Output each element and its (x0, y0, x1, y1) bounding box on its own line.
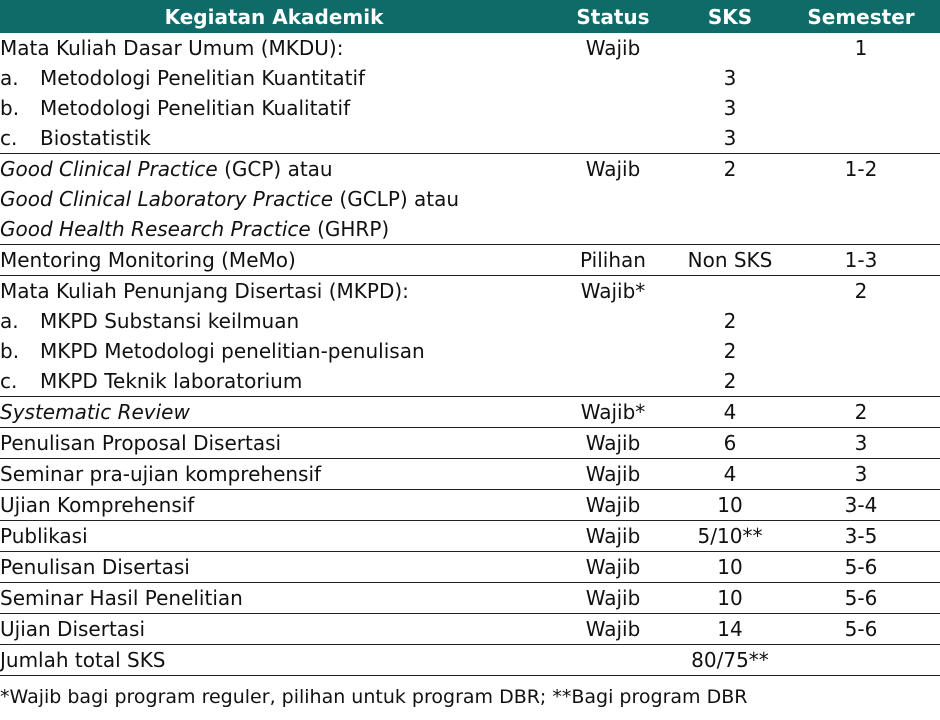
empty-cell (782, 123, 940, 154)
empty-cell (678, 214, 782, 245)
mkpd-item (0, 366, 548, 397)
memo-name: Mentoring Monitoring (MeMo) (0, 245, 548, 276)
table-row (0, 276, 940, 307)
systematic-review-sks: 4 (678, 397, 782, 428)
footnote: *Wajib bagi program reguler, pilihan untuk program DBR; **Bagi program DBR (0, 686, 748, 708)
item-name: Metodologi Penelitian Kuantitatif (40, 66, 366, 90)
empty-cell (548, 366, 678, 397)
table-header (0, 0, 940, 33)
table-row (0, 214, 940, 245)
row-name: Publikasi (0, 521, 548, 552)
gclp-italic: Good Clinical Laboratory Practice (0, 187, 334, 211)
gcp-status: Wajib (548, 154, 678, 185)
gcp-line-1 (0, 154, 548, 185)
empty-cell (678, 184, 782, 214)
empty-cell (782, 645, 940, 676)
table-row (0, 184, 940, 214)
gcp-semester: 1-2 (782, 154, 940, 185)
row-semester: 5-6 (782, 614, 940, 645)
header-sks: SKS (707, 4, 753, 29)
table-row (0, 123, 940, 154)
table-row (0, 428, 940, 459)
gcp-rest: (GCP) atau (217, 157, 333, 181)
mkdu-status: Wajib (585, 36, 641, 60)
empty-cell (548, 184, 678, 214)
item-name: Biostatistik (40, 126, 151, 150)
systematic-review-semester: 2 (782, 397, 940, 428)
total-row (0, 645, 940, 676)
mkpd-item (0, 306, 548, 336)
systematic-review-status: Wajib* (548, 397, 678, 428)
gcp-sks: 2 (678, 154, 782, 185)
row-sks: 10 (678, 583, 782, 614)
row-semester: 3-5 (782, 521, 940, 552)
row-semester: 3 (782, 459, 940, 490)
item-label: b. (0, 339, 20, 363)
header-status: Status (576, 4, 650, 29)
ghrp-italic: Good Health Research Practice (0, 217, 311, 241)
table-body (0, 33, 940, 676)
row-semester: 5-6 (782, 552, 940, 583)
mkpd-semester: 2 (782, 276, 940, 307)
item-sks: 2 (723, 369, 737, 393)
item-label: b. (0, 96, 20, 120)
row-status: Wajib (548, 552, 678, 583)
empty-cell (548, 123, 678, 154)
row-status: Wajib (548, 490, 678, 521)
mkdu-semester: 1 (854, 36, 868, 60)
table-row (0, 93, 940, 123)
item-name: MKPD Metodologi penelitian-penulisan (40, 339, 425, 363)
header-activity: Kegiatan Akademik (164, 4, 384, 29)
row-sks: 10 (678, 490, 782, 521)
row-name: Seminar Hasil Penelitian (0, 583, 548, 614)
empty-cell (782, 214, 940, 245)
item-label: c. (0, 126, 18, 150)
memo-sks: Non SKS (678, 245, 782, 276)
ghrp-rest: (GHRP) (310, 217, 390, 241)
table-row (0, 336, 940, 366)
item-sks: 3 (723, 96, 737, 120)
total-label: Jumlah total SKS (0, 645, 548, 676)
item-label: a. (0, 66, 19, 90)
ghrp-line (0, 214, 548, 245)
empty-cell (782, 366, 940, 397)
table-row (0, 490, 940, 521)
item-sks: 3 (723, 66, 737, 90)
table-row (0, 397, 940, 428)
row-name: Ujian Komprehensif (0, 490, 548, 521)
empty-cell (548, 93, 678, 123)
mkpd-status: Wajib* (548, 276, 678, 307)
gclp-line (0, 184, 548, 214)
empty-cell (548, 645, 678, 676)
mkdu-item (0, 63, 548, 93)
gclp-rest: (GCLP) atau (333, 187, 460, 211)
mkpd-sks (678, 276, 782, 307)
item-label: c. (0, 369, 18, 393)
empty-cell (548, 214, 678, 245)
table-row (0, 614, 940, 645)
table-row (0, 552, 940, 583)
row-sks: 4 (678, 459, 782, 490)
item-label: a. (0, 309, 19, 333)
systematic-review-name: Systematic Review (0, 397, 548, 428)
mkpd-name: Mata Kuliah Penunjang Disertasi (MKPD): (0, 276, 548, 307)
memo-semester: 1-3 (782, 245, 940, 276)
table-row (0, 154, 940, 185)
table-row (0, 245, 940, 276)
mkpd-item (0, 336, 548, 366)
total-sks: 80/75** (678, 645, 782, 676)
table-row (0, 459, 940, 490)
row-semester: 3-4 (782, 490, 940, 521)
item-name: MKPD Substansi keilmuan (40, 309, 300, 333)
table-row (0, 63, 940, 93)
row-sks: 10 (678, 552, 782, 583)
row-name: Penulisan Disertasi (0, 552, 548, 583)
empty-cell (782, 184, 940, 214)
row-status: Wajib (548, 428, 678, 459)
empty-cell (548, 63, 678, 93)
row-status: Wajib (548, 614, 678, 645)
row-semester: 3 (782, 428, 940, 459)
empty-cell (782, 63, 940, 93)
table-row (0, 366, 940, 397)
row-name: Seminar pra-ujian komprehensif (0, 459, 548, 490)
empty-cell (548, 336, 678, 366)
row-status: Wajib (548, 459, 678, 490)
mkdu-name: Mata Kuliah Dasar Umum (MKDU): (0, 36, 344, 60)
mkdu-item (0, 123, 548, 154)
empty-cell (548, 306, 678, 336)
gcp-italic: Good Clinical Practice (0, 157, 218, 181)
table-row (0, 33, 940, 63)
mkdu-sks (678, 33, 782, 63)
row-semester: 5-6 (782, 583, 940, 614)
empty-cell (782, 306, 940, 336)
item-name: MKPD Teknik laboratorium (40, 369, 303, 393)
item-sks: 3 (723, 126, 737, 150)
item-name: Metodologi Penelitian Kualitatif (40, 96, 351, 120)
table-row (0, 583, 940, 614)
header-semester: Semester (807, 4, 915, 29)
table-row (0, 306, 940, 336)
row-name: Ujian Disertasi (0, 614, 548, 645)
mkdu-item (0, 93, 548, 123)
row-sks: 6 (678, 428, 782, 459)
row-sks: 14 (678, 614, 782, 645)
empty-cell (782, 336, 940, 366)
header-row (0, 0, 940, 33)
item-sks: 2 (723, 309, 737, 333)
empty-cell (782, 93, 940, 123)
memo-status: Pilihan (548, 245, 678, 276)
row-status: Wajib (548, 583, 678, 614)
table-row (0, 521, 940, 552)
row-status: Wajib (548, 521, 678, 552)
item-sks: 2 (723, 339, 737, 363)
row-sks: 5/10** (678, 521, 782, 552)
row-name: Penulisan Proposal Disertasi (0, 428, 548, 459)
